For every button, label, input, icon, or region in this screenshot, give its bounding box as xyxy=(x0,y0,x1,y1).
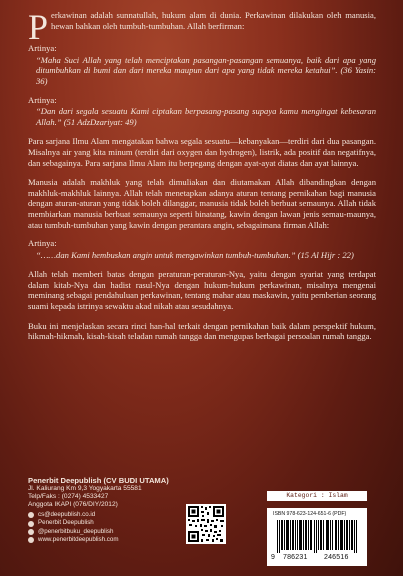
paragraph-1: Para sarjana Ilmu Alam mengatakan bahwa segala sesuatu—kebanyakan—terdiri dari dua pasangan. Misalnya air yang kita minum (terdiri dari oxygen dan hydrogen), listrik, ada positif dan negatifnya, dan sebagainya. Para sarjana Ilmu Alam itu berpegang dengan ayat-ayat diatas dan ayat lainnya. xyxy=(28,136,376,168)
isbn-barcode xyxy=(267,508,367,566)
publisher-info xyxy=(28,476,169,545)
artinya-label-3: Artinya: xyxy=(28,238,57,249)
artinya-label-1: Artinya: xyxy=(28,43,57,54)
description-text xyxy=(28,7,376,342)
publisher-ikapi: Anggota IKAPI (076/DIY/2012) xyxy=(28,501,118,508)
social-instagram-text: @penerbitbuku_deepublish xyxy=(38,527,114,535)
social-facebook xyxy=(28,519,169,527)
artinya-label-2: Artinya: xyxy=(28,94,57,105)
cover-footer xyxy=(0,472,403,576)
email-icon xyxy=(28,512,34,518)
paragraph-2: Manusia adalah makhluk yang telah dimuliakan dan diutamakan Allah dibandingkan dengan makhluk-makhluk lainnya. Allah telah menetapkan adanya aturan tentang pernikahan bagi manusia dengan aturan-aturan yang tidak boleh dilanggar, manusia tidak boleh berbuat semaunya. Allah tidak membiarkan manusia berbuat semaunya seperti binatang, kawin dengan lawan jenis semau-maunya, atau tumbuh-tumbuhan yang kawin dengan perantara angin, sebagaimana firman Allah: xyxy=(28,177,376,230)
intro-text: erkawinan adalah sunnatullah, hukum alam di dunia. Perkawinan dilakukan oleh manusia, hewan bahkan oleh tumbuh-tumbuhan. Allah berfirman: xyxy=(51,10,376,31)
instagram-icon xyxy=(28,529,34,535)
social-website-text: www.penerbitdeepublish.com xyxy=(38,536,119,544)
publisher-name: Penerbit Deepublish (CV BUDI UTAMA) xyxy=(28,476,169,485)
quote-2: “Dan dari segala sesuatu Kami ciptakan berpasang-pasang supaya kamu mengingat kebesaran Allah.” (51 AdzDzariyat: 49) xyxy=(36,106,376,127)
facebook-icon xyxy=(28,521,34,527)
isbn-text: ISBN 978-623-124-651-6 (PDF) xyxy=(273,511,347,517)
social-list xyxy=(28,511,169,545)
social-email xyxy=(28,511,169,519)
drop-cap: P xyxy=(28,7,49,47)
category-label: Kategori : Islam xyxy=(267,491,367,501)
quote-1: “Maha Suci Allah yang telah menciptakan pasangan-pasangan semuanya, baik dari apa yang ditumbuhkan di bumi dan dari mereka maupun dari apa yang tidak mereka ketahui”. (36 Yasin: 36) xyxy=(36,54,376,86)
social-email-text: cs@deepublish.co.id xyxy=(38,511,96,518)
quote-3: “……dan Kami hembuskan angin untuk mengawinkan tumbuh-tumbuhan.” (15 Al Hijr : 22) xyxy=(36,249,354,260)
paragraph-4: Buku ini menjelaskan secara rinci han-hal terkait dengan pernikahan baik dalam perspektif hukum, hikmah-hikmah, kisah-kisah teladan rumah tangga dan mengupas berbagai persoalan rumah tangga. xyxy=(28,320,376,342)
intro-paragraph xyxy=(28,7,376,47)
publisher-address: Jl. Kaliurang Km 9,3 Yogyakarta 55581 xyxy=(28,485,142,492)
social-website xyxy=(28,536,169,544)
paragraph-3: Allah telah memberi batas dengan peraturan-peraturan-Nya, yaitu dengan syariat yang terdapat dalam kitab-Nya dan hadist rasul-Nya dengan hukum-hukum perkawinan, misalnya mengenai meminang sebagai pendahuluan perkawinan, tentang mahar atau maskawin, yaitu pemberian seorang suami kepada istrinya sewaktu akad nikah atau sesudahnya. xyxy=(28,269,376,312)
barcode-right-digits: 246516 xyxy=(324,554,349,561)
barcode-graphic xyxy=(277,520,357,553)
globe-icon xyxy=(28,537,34,543)
qr-code-graphic xyxy=(186,504,226,544)
barcode-left-digits: 786231 xyxy=(283,554,308,561)
barcode-first-digit: 9 xyxy=(271,554,276,561)
social-facebook-text: Penerbit Deepublish xyxy=(38,519,94,527)
qr-code xyxy=(186,504,226,544)
publisher-phone: Telp/Faks : (0274) 4533427 xyxy=(28,493,109,500)
social-instagram xyxy=(28,528,169,536)
